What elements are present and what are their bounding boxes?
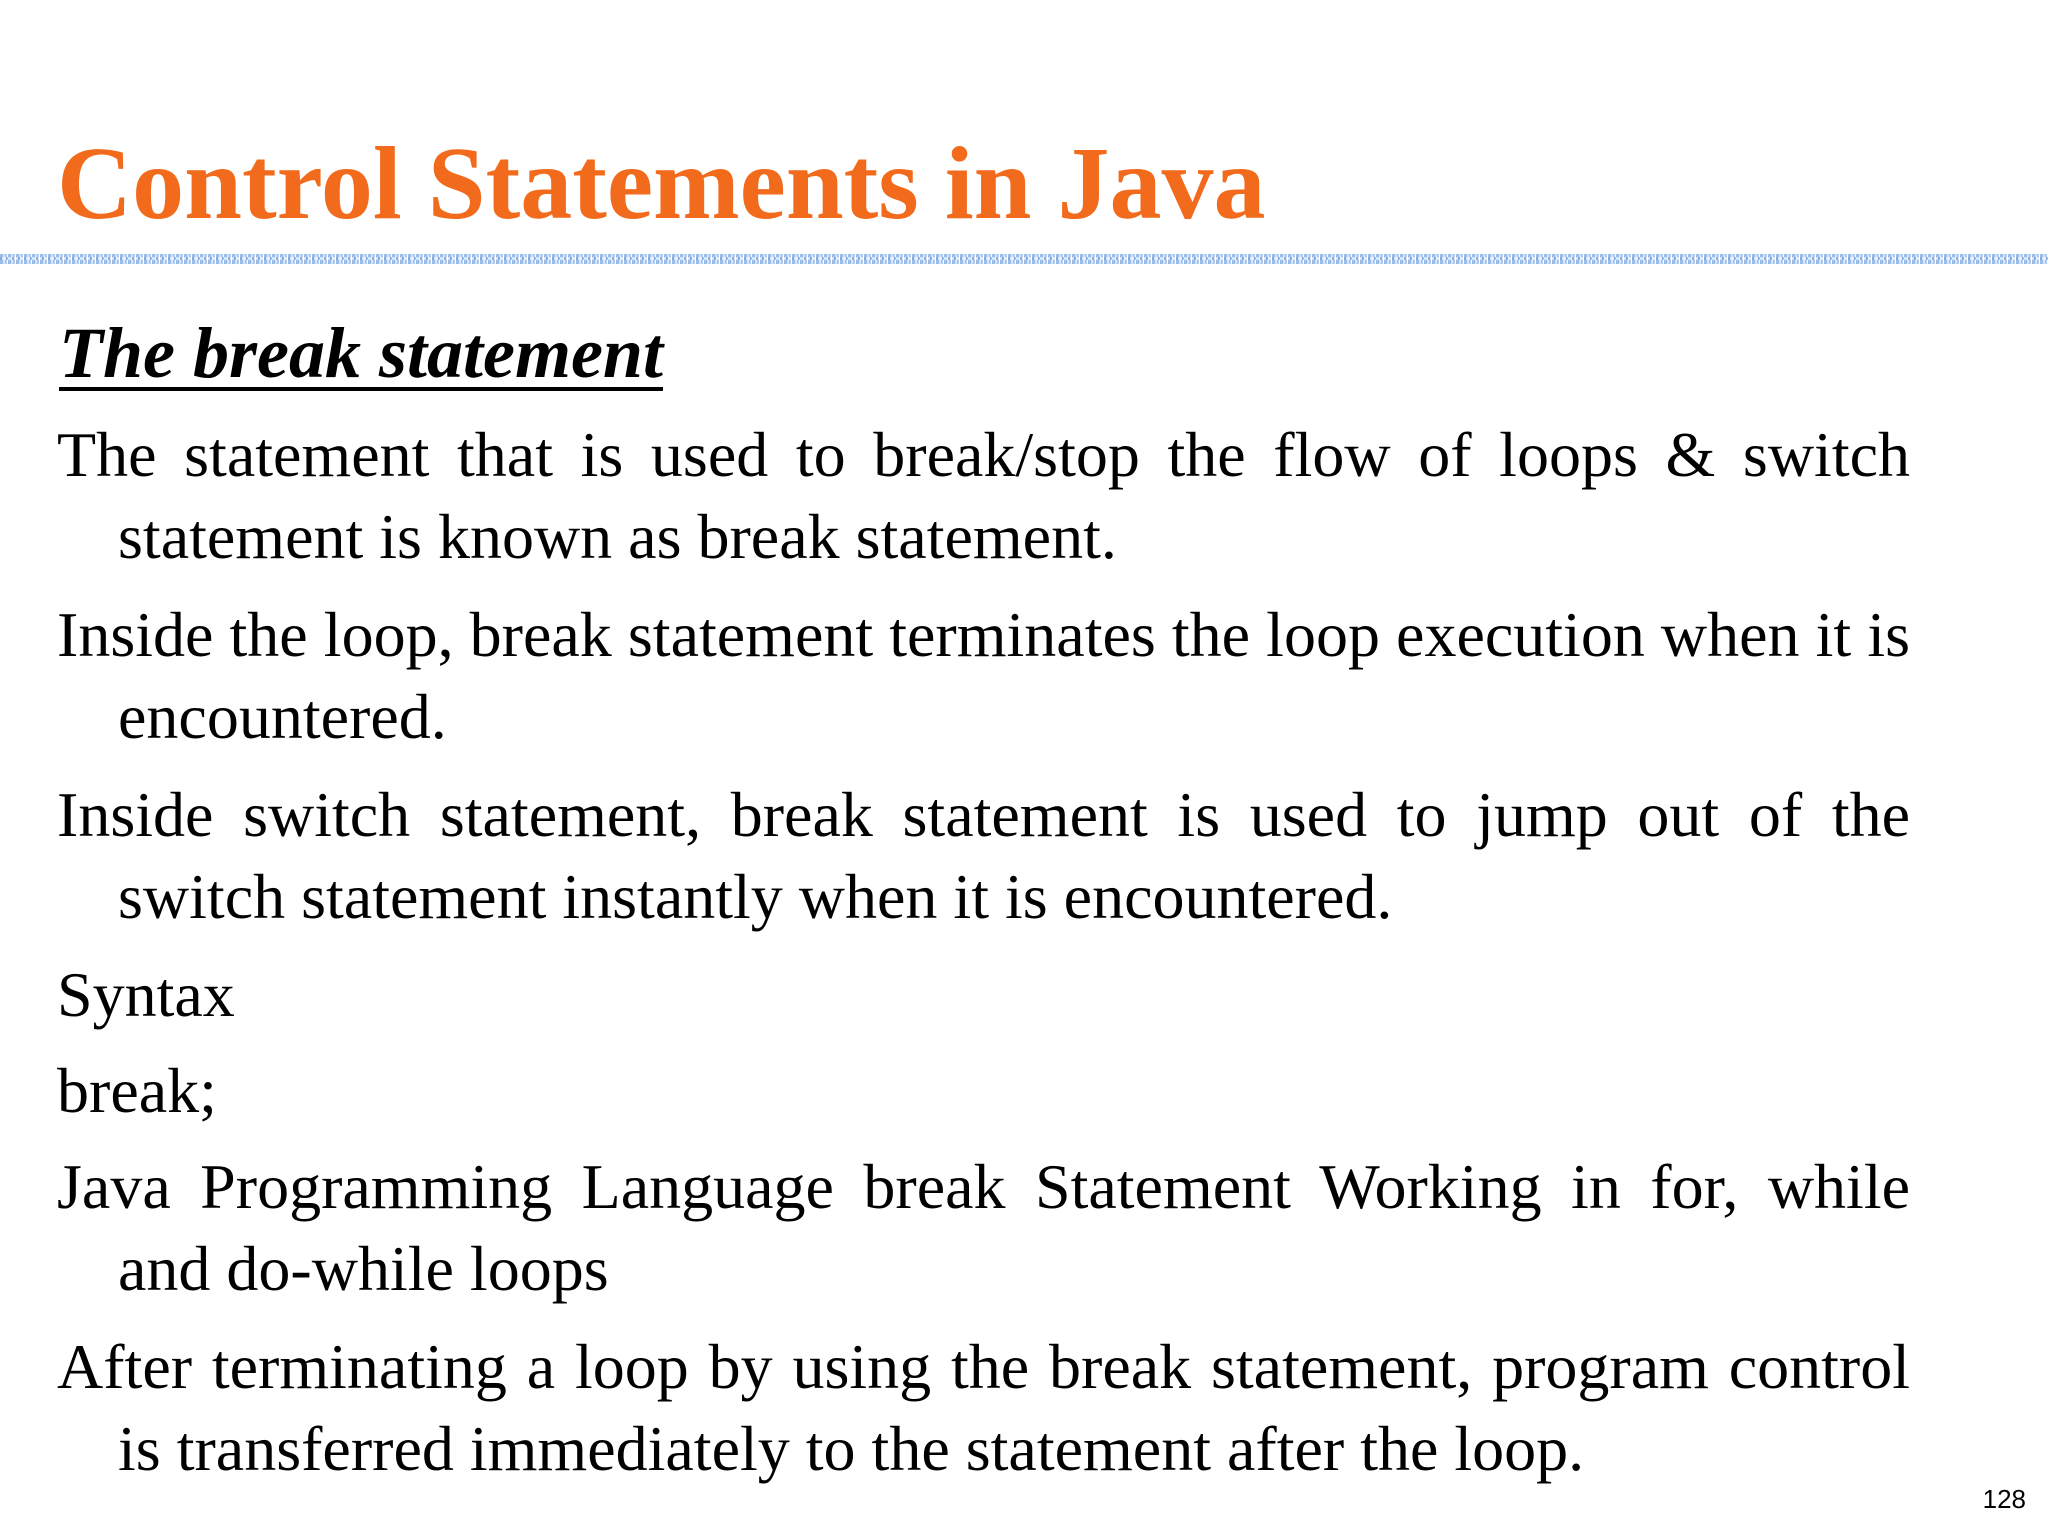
paragraph-definition: The statement that is used to break/stop the flow of loops & switch statement is known as break statement. — [57, 419, 1910, 572]
slide-body — [57, 414, 1910, 1506]
slide-title: Control Statements in Java — [57, 126, 1266, 241]
syntax-label: Syntax — [57, 959, 235, 1030]
paragraph-switch: Inside switch statement, break statement is used to jump out of the switch statement instantly when it is encountered. — [57, 779, 1910, 932]
page-number: 128 — [1982, 1484, 2026, 1514]
paragraph-after-loop: After terminating a loop by using the break statement, program control is transferred immediately to the statement after the loop. — [57, 1331, 1910, 1484]
section-heading: The break statement — [59, 313, 663, 393]
syntax-code: break; — [57, 1055, 217, 1126]
paragraph-loop: Inside the loop, break statement terminates the loop execution when it is encountered. — [57, 599, 1910, 752]
paragraph-working: Java Programming Language break Statement Working in for, while and do-while loops — [57, 1151, 1910, 1304]
title-divider — [0, 254, 2048, 264]
